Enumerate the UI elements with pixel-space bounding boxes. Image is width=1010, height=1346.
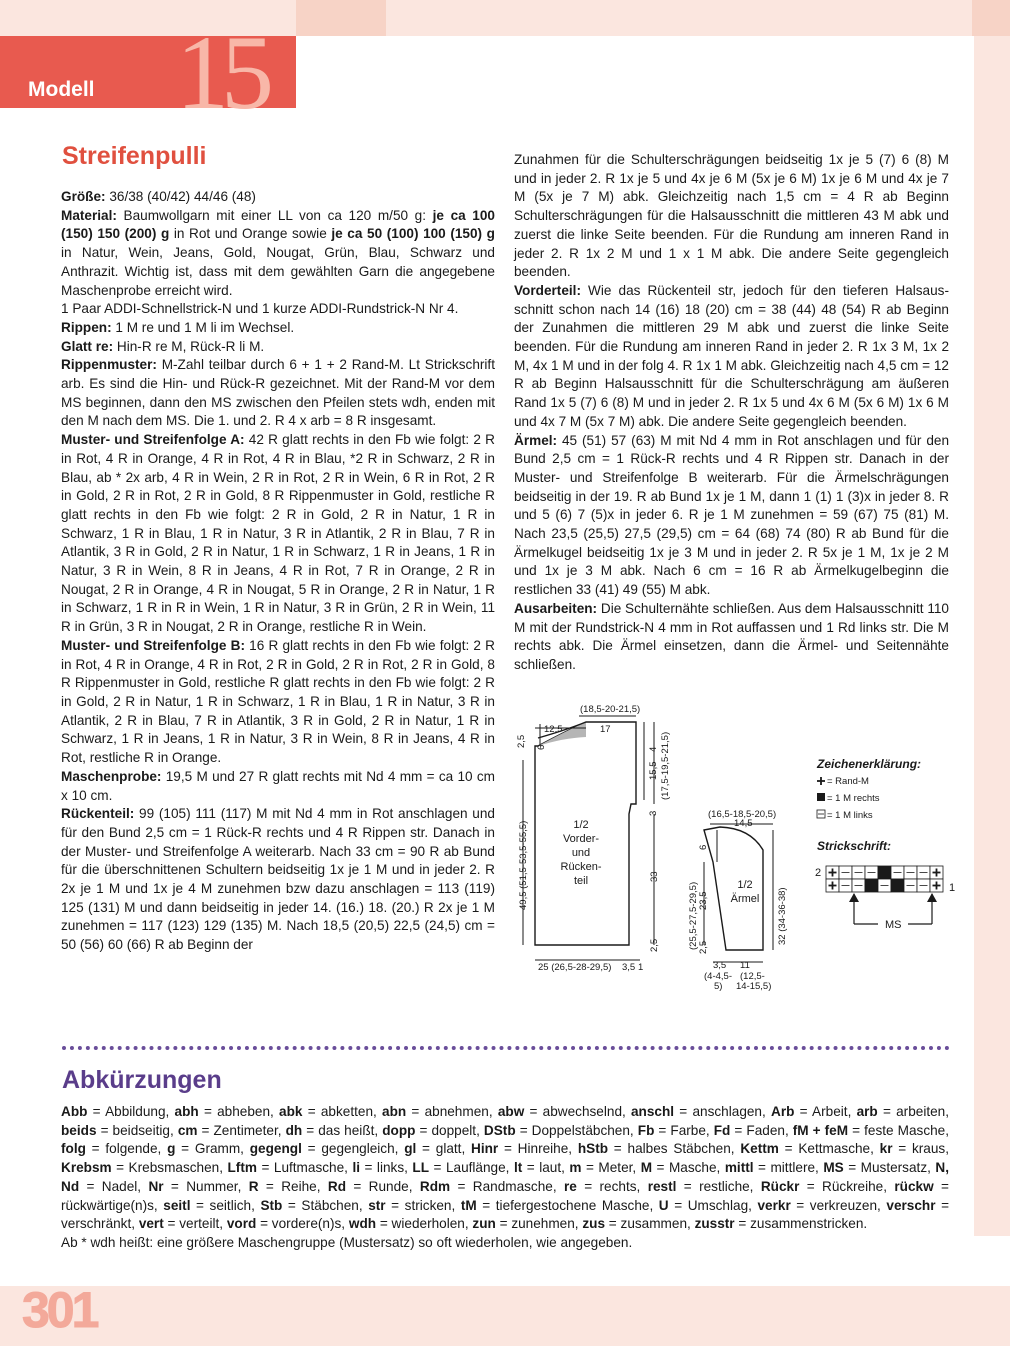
chart-cell-dash — [917, 879, 930, 892]
chart-cell-dash — [904, 879, 917, 892]
abbreviation-bold: mittl — [724, 1160, 754, 1176]
abbreviation-text: = Farbe, — [654, 1122, 714, 1138]
abbreviation-bold: li — [352, 1160, 360, 1176]
abbreviation-bold: seitl — [163, 1197, 191, 1213]
chart-arrow-right — [927, 893, 937, 902]
dim-bottom-3-5: 3,5 — [622, 962, 636, 973]
abbreviation-bold: abh — [174, 1104, 199, 1119]
abbreviation-text: = Reihe, — [258, 1178, 328, 1194]
chart-cell-plus — [826, 866, 839, 879]
sleeve-left: 23,5 — [698, 891, 709, 910]
abbreviation-text: = abwechselnd, — [524, 1104, 631, 1119]
instruction-text: Baumwollgarn mit einer LL von ca 120 m/50 g: — [116, 207, 433, 223]
instruction-paragraph — [61, 300, 495, 319]
abbreviation-text: = Kettmasche, — [778, 1141, 880, 1157]
sleeve-bottom-3-5: 3,5 — [713, 960, 727, 971]
chart-cell-dash — [904, 866, 917, 879]
instruction-paragraph — [61, 356, 495, 431]
sleeve-bund: 2,5 — [698, 940, 709, 954]
sleeve-outline — [704, 827, 763, 950]
chart-cell-dash — [839, 879, 852, 892]
instruction-text: 1 Paar ADDI-Schnellstrick-N und 1 kurze ADDI-Rundstrick-N Nr 4. — [61, 301, 459, 317]
sleeve-left-alt: (25,5-27,5-29,5) — [688, 881, 699, 950]
abbreviation-text: = Luftmasche, — [256, 1160, 353, 1176]
sleeve-bottom-alt1: (4-4,5- — [704, 971, 732, 982]
dim-armhole-4: 4 — [648, 746, 659, 752]
abbreviation-text: = stricken, — [385, 1197, 461, 1213]
abbreviation-bold: zusstr — [694, 1216, 735, 1232]
sleeve-bottom-alt1b: 5) — [714, 981, 723, 992]
dim-bund: 2,5 — [649, 938, 660, 952]
body-label-3: und — [571, 847, 591, 859]
instruction-text: Die Schulternähte schließen. Aus dem Halsausschnitt 110 M mit der Rundstrick-N 4 mm in Rot auffassen und 1 Rd links str. Die M rechts abk. Die Ärmel einsetzen, dann die Ärmel- und Seitennähte schließen. — [514, 600, 949, 672]
dim-bottom: 25 (26,5-28-29,5) — [538, 962, 612, 973]
abbreviation-text: = abketten, — [302, 1104, 383, 1119]
instruction-bold: Rückenteil: — [61, 806, 135, 822]
chart-cell-filled — [891, 879, 904, 892]
abbreviation-bold: g — [167, 1141, 176, 1157]
instruction-paragraph — [61, 319, 495, 338]
chart-arrow-left — [849, 893, 859, 902]
chart-cell-filled — [865, 879, 878, 892]
instruction-paragraph — [61, 338, 495, 357]
top-decor-bar — [0, 0, 1010, 36]
abbreviation-bold: gl — [404, 1141, 417, 1157]
abbreviation-bold: hStb — [577, 1141, 609, 1157]
instruction-paragraph — [61, 768, 495, 805]
instruction-text: 36/38 (40/42) 44/46 (48) — [105, 189, 256, 204]
abbreviation-text: = Krebsmaschen, — [111, 1160, 228, 1176]
abbreviation-text: = Lauflänge, — [429, 1160, 514, 1176]
instruction-bold: Muster- und Streifenfolge A: — [61, 432, 245, 448]
legend-title: Zeichenerklärung: — [817, 757, 922, 771]
chart-cell-dash — [839, 866, 852, 879]
abbreviation-text: = Zentimeter, — [197, 1122, 286, 1138]
dim-side: 49,5 (51,5-53,5-55,5) — [518, 820, 529, 910]
instruction-bold: Rippenmuster: — [61, 357, 157, 373]
abbreviation-text: = gegengleich, — [301, 1141, 405, 1157]
legend-item-dash: = 1 M links — [827, 810, 873, 821]
instructions-right-column — [514, 151, 949, 675]
abbreviation-bold: beids — [61, 1122, 97, 1138]
chart-cell-dash — [891, 866, 904, 879]
instruction-bold: Maschenprobe: — [61, 768, 162, 784]
side-decor-strip — [974, 36, 1010, 1236]
abbreviation-bold: fM + feM — [792, 1122, 849, 1138]
instruction-text: Wie das Rückenteil str, jedoch für den tieferen Halsausschnitt schon nach 14 (16) 18 (20) cm = 38 (44) 48 (54) R ab Beginn der Zunahmen die mittleren 29 M abk und zuerst die linke Seite beenden. Für die Rundung am inneren Rand in jeder 2. R 1x 3 M, 1x 2 M, 4x 1 M und in der folg 4. R 1x 1 M abk. Gleichzeitig nach 4,5 cm = 12 R ab Beginn Halsausschnitt für die Schulterschrägung am äußeren Rand 1x 5 (7) 6 (8) M und in jeder 2. R 1x 5 und 4x 6 M (5x 6 M) 1x 6 M und 4x 7 M (5x 7 M) abk. Die andere Seite gegengleich beenden. — [514, 282, 949, 429]
abbreviation-text: = folgende, — [85, 1141, 168, 1157]
abbreviation-bold: Fb — [637, 1122, 655, 1138]
abbreviation-text: = Gramm, — [175, 1141, 250, 1157]
abbreviations-note: Ab * wdh heißt: eine größere Maschengruppe (Mustersatz) so oft wiederholen, wie angegeben. — [61, 1234, 633, 1250]
instruction-bold: Glatt re: — [61, 338, 114, 354]
abbreviation-bold: arb — [856, 1104, 878, 1119]
instruction-bold: Rippen: — [61, 319, 112, 335]
abbreviation-text: = das heißt, — [302, 1122, 383, 1138]
abbreviation-bold: Fd — [713, 1122, 731, 1138]
abbreviation-text: = abheben, — [198, 1104, 280, 1119]
legend-item-plus: = Rand-M — [827, 776, 869, 787]
chart-cell-plus — [826, 879, 839, 892]
instruction-text: 16 R glatt rechts in den Fb wie folgt: 2 R in Rot, 4 R in Orange, 4 R in Rot, 2 R in Gold, 2 R in Rot, 2 R in Gold, 8 R Rippenmuster in Gold, restliche R glatt rechts in den Fb wie folgt: 2 R in Gold, 2 R in Natur, 1 R in Schwarz, 1 R in Blau, 1 R in Natur, 3 R in Atlantik, 2 R in Blau, 7 R in Atlantik, 3 R in Gold, 2 R in Natur, 1 R in Schwarz, 1 R in Jeans, 1 R in Natur, 3 R in Wein, 8 R in Jeans, 4 R in Rot, restliche R in Orange. — [61, 637, 495, 766]
abbreviation-text: = Hinreihe, — [498, 1141, 578, 1157]
instruction-paragraph — [61, 188, 495, 207]
legend-dash-icon — [817, 810, 825, 818]
abbreviation-text: = Doppelstäbchen, — [515, 1122, 638, 1138]
abbreviation-text: = kraus, — [892, 1141, 950, 1157]
sleeve-top-alt: (16,5-18,5-20,5) — [708, 809, 777, 820]
abbreviation-bold: LL — [412, 1160, 430, 1176]
abbreviation-text: = glatt, — [416, 1141, 472, 1157]
dim-armhole-3: 3 — [648, 810, 659, 816]
abbreviation-text: = Rückreihe, — [799, 1178, 895, 1194]
abbreviation-text: = Umschlag, — [668, 1197, 758, 1213]
abbreviation-bold: vert — [138, 1216, 164, 1232]
instruction-text: 99 (105) 111 (117) M mit Nd 4 mm in Rot anschlagen und für den Bund 2,5 cm = 1 Rück-R rechts und 4 R Rippen str. Danach in der Muster- und Streifenfolge A weiterarb. Nach 33 cm = 90 R ab Bund für die überschnittenen Schultern beidseitig 1x je 1 M und in jeder 2. R 2x je 1 M und 1x je 4 M zunehmen bzw dazu anschlagen = 113 (119) 125 (131) M und dann beidseitig in jeder 14. (16.) 18. (20.) R 2x je 1 M zunehmen = 117 (123) 129 (135) M. Nach 18,5 (20,5) 22,5 (24,5) cm = 50 (56) 60 (66) R ab Beginn der — [61, 806, 495, 953]
abbreviation-bold: Lftm — [227, 1160, 257, 1176]
instruction-paragraph — [61, 431, 495, 637]
abbreviations-text — [61, 1103, 949, 1234]
chart-row1-label: 1 — [949, 882, 956, 894]
instruction-text: 1 M re und 1 M li im Wechsel. — [111, 319, 295, 335]
dim-bottom-1: 1 — [638, 962, 644, 973]
instruction-paragraph — [514, 282, 949, 432]
dim-armhole-alt: (17,5-19,5-21,5) — [660, 731, 671, 800]
sleeve-bottom-alt2b: 14-15,5) — [736, 981, 772, 992]
sleeve-right: 32 (34-36-38) — [777, 887, 788, 945]
abbreviation-text: = Abbildung, — [87, 1104, 175, 1119]
abbreviation-text: = mittlere, — [753, 1160, 824, 1176]
instruction-paragraph — [61, 207, 495, 301]
section-divider — [62, 1046, 950, 1050]
abbreviation-text: = Meter, — [581, 1160, 641, 1176]
abbreviation-text: = beidseitig, — [96, 1122, 178, 1138]
abbreviation-bold: Rd — [327, 1178, 347, 1194]
instruction-text: 42 R glatt rechts in den Fb wie folgt: 2 R in Rot, 4 R in Orange, 4 R in Rot, 4 R in Blau, *2 R in Schwarz, 2 R in Blau, ab * 2x arb, 4 R in Wein, 2 R in Rot, 2 R in Wein, 6 R in Rot, 2 R in Gold, 2 R in Rot, 2 R in Gold, 8 R Rippenmuster in Gold, restliche R glatt rechts in den Fb wie folgt: 2 R in Gold, 2 R in Natur, 1 R in Schwarz, 1 R in Blau, 1 R in Natur, 3 R in Atlantik, 2 R in Blau, 7 R in Atlantik, 3 R in Gold, 2 R in Natur, 1 R in Schwarz, 1 R in Jeans, 1 R in Natur, 3 R in Wein, 8 R in Jeans, 4 R in Rot, 7 R in Orange, 2 R in Nougat, 2 R in Orange, 4 R in Nougat, 5 R in Orange, 2 R in Natur, 1 R in Schwarz, 1 R in R in Wein, 1 R in Natur, 3 R in Grün, 2 R in Wein, 11 R in Grün, 3 R in Nougat, 2 R in Orange, restliche R in Wein. — [61, 432, 495, 635]
knitting-chart-grid — [826, 866, 943, 892]
abbreviation-text: = zusammen, — [605, 1216, 695, 1232]
abbreviation-bold: vord — [226, 1216, 257, 1232]
abbreviation-bold: abn — [382, 1104, 407, 1119]
abbreviation-text: = laut, — [522, 1160, 570, 1176]
chart-cell-dash — [878, 879, 891, 892]
chart-cell-dash — [865, 866, 878, 879]
abbreviation-text: = Masche, — [652, 1160, 725, 1176]
abbreviation-text: = rechts, — [576, 1178, 648, 1194]
instruction-paragraph — [514, 432, 949, 600]
abbreviation-bold: verkr — [757, 1197, 791, 1213]
top-decor-square — [296, 0, 386, 36]
instruction-bold: je ca 50 (100) 100 (150) g — [331, 226, 495, 242]
abbreviation-bold: rückw — [894, 1178, 934, 1194]
abbreviation-bold: Abb — [61, 1104, 88, 1119]
instructions-left-column — [61, 188, 495, 955]
pattern-title: Streifenpulli — [62, 142, 207, 170]
chart-cell-dash — [852, 879, 865, 892]
abbreviation-text: = feste Masche, — [848, 1122, 950, 1138]
body-label-2: Vorder- — [562, 833, 600, 845]
abbreviation-bold: zus — [582, 1216, 606, 1232]
abbreviation-bold: R — [248, 1178, 259, 1194]
instruction-paragraph — [61, 805, 495, 955]
abbreviation-bold: N, Nd — [61, 1160, 949, 1194]
dim-neck-6: 6 — [536, 744, 547, 750]
abbreviation-bold: dopp — [382, 1122, 416, 1138]
abbreviation-text: = Nummer, — [163, 1178, 249, 1194]
abbreviation-text: = zunehmen, — [495, 1216, 583, 1232]
abbreviation-bold: Stb — [260, 1197, 283, 1213]
dim-shoulder: 12,5 — [544, 724, 563, 735]
abbreviation-bold: M — [640, 1160, 653, 1176]
abbreviation-bold: Arb — [771, 1104, 795, 1119]
abbreviation-text: = verkreuzen, — [790, 1197, 887, 1213]
dim-top-17: 17 — [600, 724, 611, 735]
sleeve-top: 14,5 — [734, 818, 753, 829]
chart-cell-plus — [930, 866, 943, 879]
abbreviation-bold: DStb — [483, 1122, 516, 1138]
abbreviation-text: = verschränkt, — [61, 1197, 950, 1232]
abbreviation-text: = zusammenstricken. — [734, 1216, 868, 1232]
instruction-paragraph — [514, 600, 949, 675]
instruction-bold: Material: — [61, 207, 117, 223]
abbreviation-bold: U — [658, 1197, 669, 1213]
chart-cell-dash — [917, 866, 930, 879]
instruction-text: 45 (51) 57 (63) M mit Nd 4 mm in Rot anschlagen und für den Bund 2,5 cm = 1 Rück-R rechts und 4 R Rippen str. Danach in der Muster- und Streifenfolge B weiterarb. Für die Ärmelschrägungen beidseitig in der 19. R ab Bund 1x je 1 M, dann 1 (1) 1 (3)x in jeder 8. R und 5 (6) 7 (5)x in jeder 6. R je 1 M zunehmen = 59 (67) 75 (81) M. Nach 23,5 (25,5) 27,5 (29,5) cm = 64 (68) 74 (80) R ab Bund für die Ärmelkugel beidseitig 1x je 3 M und in jeder 2. R 5x je 1 M, 1x je 2 M und 1x je 3 M abk. Nach 6 cm = 16 R ab Ärmelkugelbeginn die restlichen 33 (41) 49 (55) M abk. — [514, 432, 949, 598]
body-label-4: Rücken- — [560, 861, 602, 873]
instruction-text: Zunahmen für die Schulterschrägungen beidseitig 1x je 5 (7) 6 (8) M und in jeder 2. R 1x je 5 und 4x je 6 M (5x je 6 M) 1x je 6 M und 4x je 7 M (5x je 7 M) abk. Gleichzeitig nach 1,5 cm = 4 R ab Beginn Schulterschrägungen für die Halsausschnitt die mittleren 43 M abk und zuerst die linke Seite beenden. Für die Rundung am inneren Rand in jeder 2. R 1x 2 M und 1 x 1 M abk. Die andere Seite gegengleich beenden. — [514, 152, 949, 280]
abbreviation-text: = restliche, — [676, 1178, 761, 1194]
abbreviations-section — [61, 1103, 949, 1253]
model-number: 15 — [176, 14, 266, 131]
chart-ms-label: MS — [885, 919, 902, 931]
model-label: Modell — [28, 78, 95, 101]
abbreviation-bold: m — [569, 1160, 582, 1176]
sleeve-bottom-11: 11 — [740, 960, 750, 971]
abbreviation-bold: Krebsm — [61, 1160, 112, 1176]
instruction-bold: Vorderteil: — [514, 282, 581, 298]
instruction-bold: Ärmel: — [514, 432, 558, 448]
abbreviation-text: = Mustersatz, — [843, 1160, 936, 1176]
abbreviation-text: = Runde, — [346, 1178, 420, 1194]
legend-plus-icon — [817, 777, 825, 785]
abbreviation-bold: Kettm — [740, 1141, 779, 1157]
instruction-text: in Natur, Wein, Jeans, Gold, Nougat, Grün, Blau, Schwarz und Anthrazit. Wichtig ist, dass mit dem gewählten Garn die angegebene Maschenprobe erreicht wird. — [61, 245, 495, 298]
abbreviation-bold: gegengl — [249, 1141, 302, 1157]
page-number: 301 — [22, 1282, 97, 1338]
abbreviation-text: = Faden, — [730, 1122, 793, 1138]
sleeve-label-2: Ärmel — [730, 893, 760, 905]
dim-top-total: (18,5-20-21,5) — [580, 704, 641, 715]
instruction-bold: je ca 100 (150) 150 (200) g — [61, 207, 495, 242]
abbreviation-text: = halbes Stäbchen, — [608, 1141, 741, 1157]
chart-row2-label: 2 — [815, 867, 822, 879]
abbreviation-text: = verteilt, — [163, 1216, 227, 1232]
abbreviation-text: = abnehmen, — [406, 1104, 498, 1119]
chart-cell-dash — [852, 866, 865, 879]
abbreviations-title: Abkürzungen — [62, 1066, 222, 1094]
abbreviation-bold: kr — [879, 1141, 893, 1157]
abbreviation-text: = doppelt, — [415, 1122, 484, 1138]
instruction-paragraph — [514, 151, 949, 282]
abbreviation-text: = Stäbchen, — [282, 1197, 369, 1213]
instruction-text: in Rot und Orange sowie — [169, 226, 332, 242]
abbreviation-bold: Nr — [148, 1178, 164, 1194]
dim-length-33: 33 — [649, 871, 660, 882]
body-label-1: 1/2 — [573, 819, 589, 831]
top-decor-square — [972, 0, 1010, 36]
instruction-bold: Muster- und Streifenfolge B: — [61, 637, 245, 653]
abbreviation-bold: abw — [497, 1104, 525, 1119]
abbreviation-bold: verschr — [886, 1197, 936, 1213]
abbreviation-text: = rückwärtige(n)s, — [61, 1178, 949, 1213]
abbreviation-bold: wdh — [348, 1216, 377, 1232]
instruction-paragraph — [61, 637, 495, 768]
instruction-text: M-Zahl teilbar durch 6 + 1 + 2 Rand-M. Lt Strickschrift arb. Es sind die Hin- und Rück-R gezeichnet. Mit der Rand-M vor dem MS beginnen, dann den MS zwischen den Pfeilen stets wdh, enden mit den M nach dem MS. Die 1. und 2. R 4 x arb = 8 R insgesamt. — [61, 357, 495, 429]
abbreviation-text: = seitlich, — [190, 1197, 261, 1213]
abbreviation-text: = wiederholen, — [376, 1216, 473, 1232]
body-label-5: teil — [573, 875, 589, 887]
abbreviation-bold: re — [564, 1178, 577, 1194]
legend-item-filled: = 1 M rechts — [827, 793, 880, 804]
chart-cell-filled — [878, 866, 891, 879]
abbreviation-text: = Arbeit, — [794, 1104, 857, 1119]
dim-armhole: 15,5 — [648, 761, 659, 780]
abbreviation-bold: lt — [513, 1160, 523, 1176]
abbreviation-text: = Randmasche, — [450, 1178, 564, 1194]
abbreviation-bold: restl — [647, 1178, 677, 1194]
schematic-diagram — [508, 700, 798, 1000]
abbreviation-bold: str — [368, 1197, 386, 1213]
instruction-text: Hin-R re M, Rück-R li M. — [113, 338, 265, 354]
abbreviation-bold: Rückr — [760, 1178, 800, 1194]
instruction-bold: Ausarbeiten: — [514, 600, 598, 616]
abbreviation-text: = arbeiten, — [877, 1104, 950, 1119]
sleeve-cap: 6 — [698, 844, 709, 850]
abbreviation-text: = anschlagen, — [674, 1104, 771, 1119]
abbreviation-bold: folg — [61, 1141, 86, 1157]
instruction-text: 19,5 M und 27 R glatt rechts mit Nd 4 mm = ca 10 cm x 10 cm. — [61, 768, 495, 803]
chart-cell-plus — [930, 879, 943, 892]
sleeve-bottom-alt2: (12,5- — [740, 971, 765, 982]
abbreviation-bold: MS — [823, 1160, 844, 1176]
abbreviation-bold: Hinr — [471, 1141, 499, 1157]
abbreviation-bold: abk — [279, 1104, 303, 1119]
bottom-decor-bar — [0, 1286, 1010, 1346]
legend-filled-icon — [817, 793, 825, 801]
abbreviation-bold: Rdm — [419, 1178, 451, 1194]
dim-neck-2-5: 2,5 — [516, 734, 527, 748]
abbreviation-bold: tM — [460, 1197, 477, 1213]
abbreviation-text: = links, — [360, 1160, 413, 1176]
instruction-bold: Größe: — [61, 189, 106, 204]
abbreviation-bold: dh — [285, 1122, 303, 1138]
abbreviation-bold: cm — [177, 1122, 198, 1138]
abbreviation-bold: zun — [472, 1216, 496, 1232]
abbreviation-text: = tiefergestochene Masche, — [476, 1197, 659, 1213]
abbreviation-bold: anschl — [631, 1104, 675, 1119]
chart-title: Strickschrift: — [817, 839, 892, 853]
legend-and-chart — [812, 750, 962, 940]
abbreviation-text: = vordere(n)s, — [256, 1216, 349, 1232]
sleeve-label-1: 1/2 — [737, 879, 753, 891]
abbreviation-text: = Nadel, — [79, 1178, 149, 1194]
